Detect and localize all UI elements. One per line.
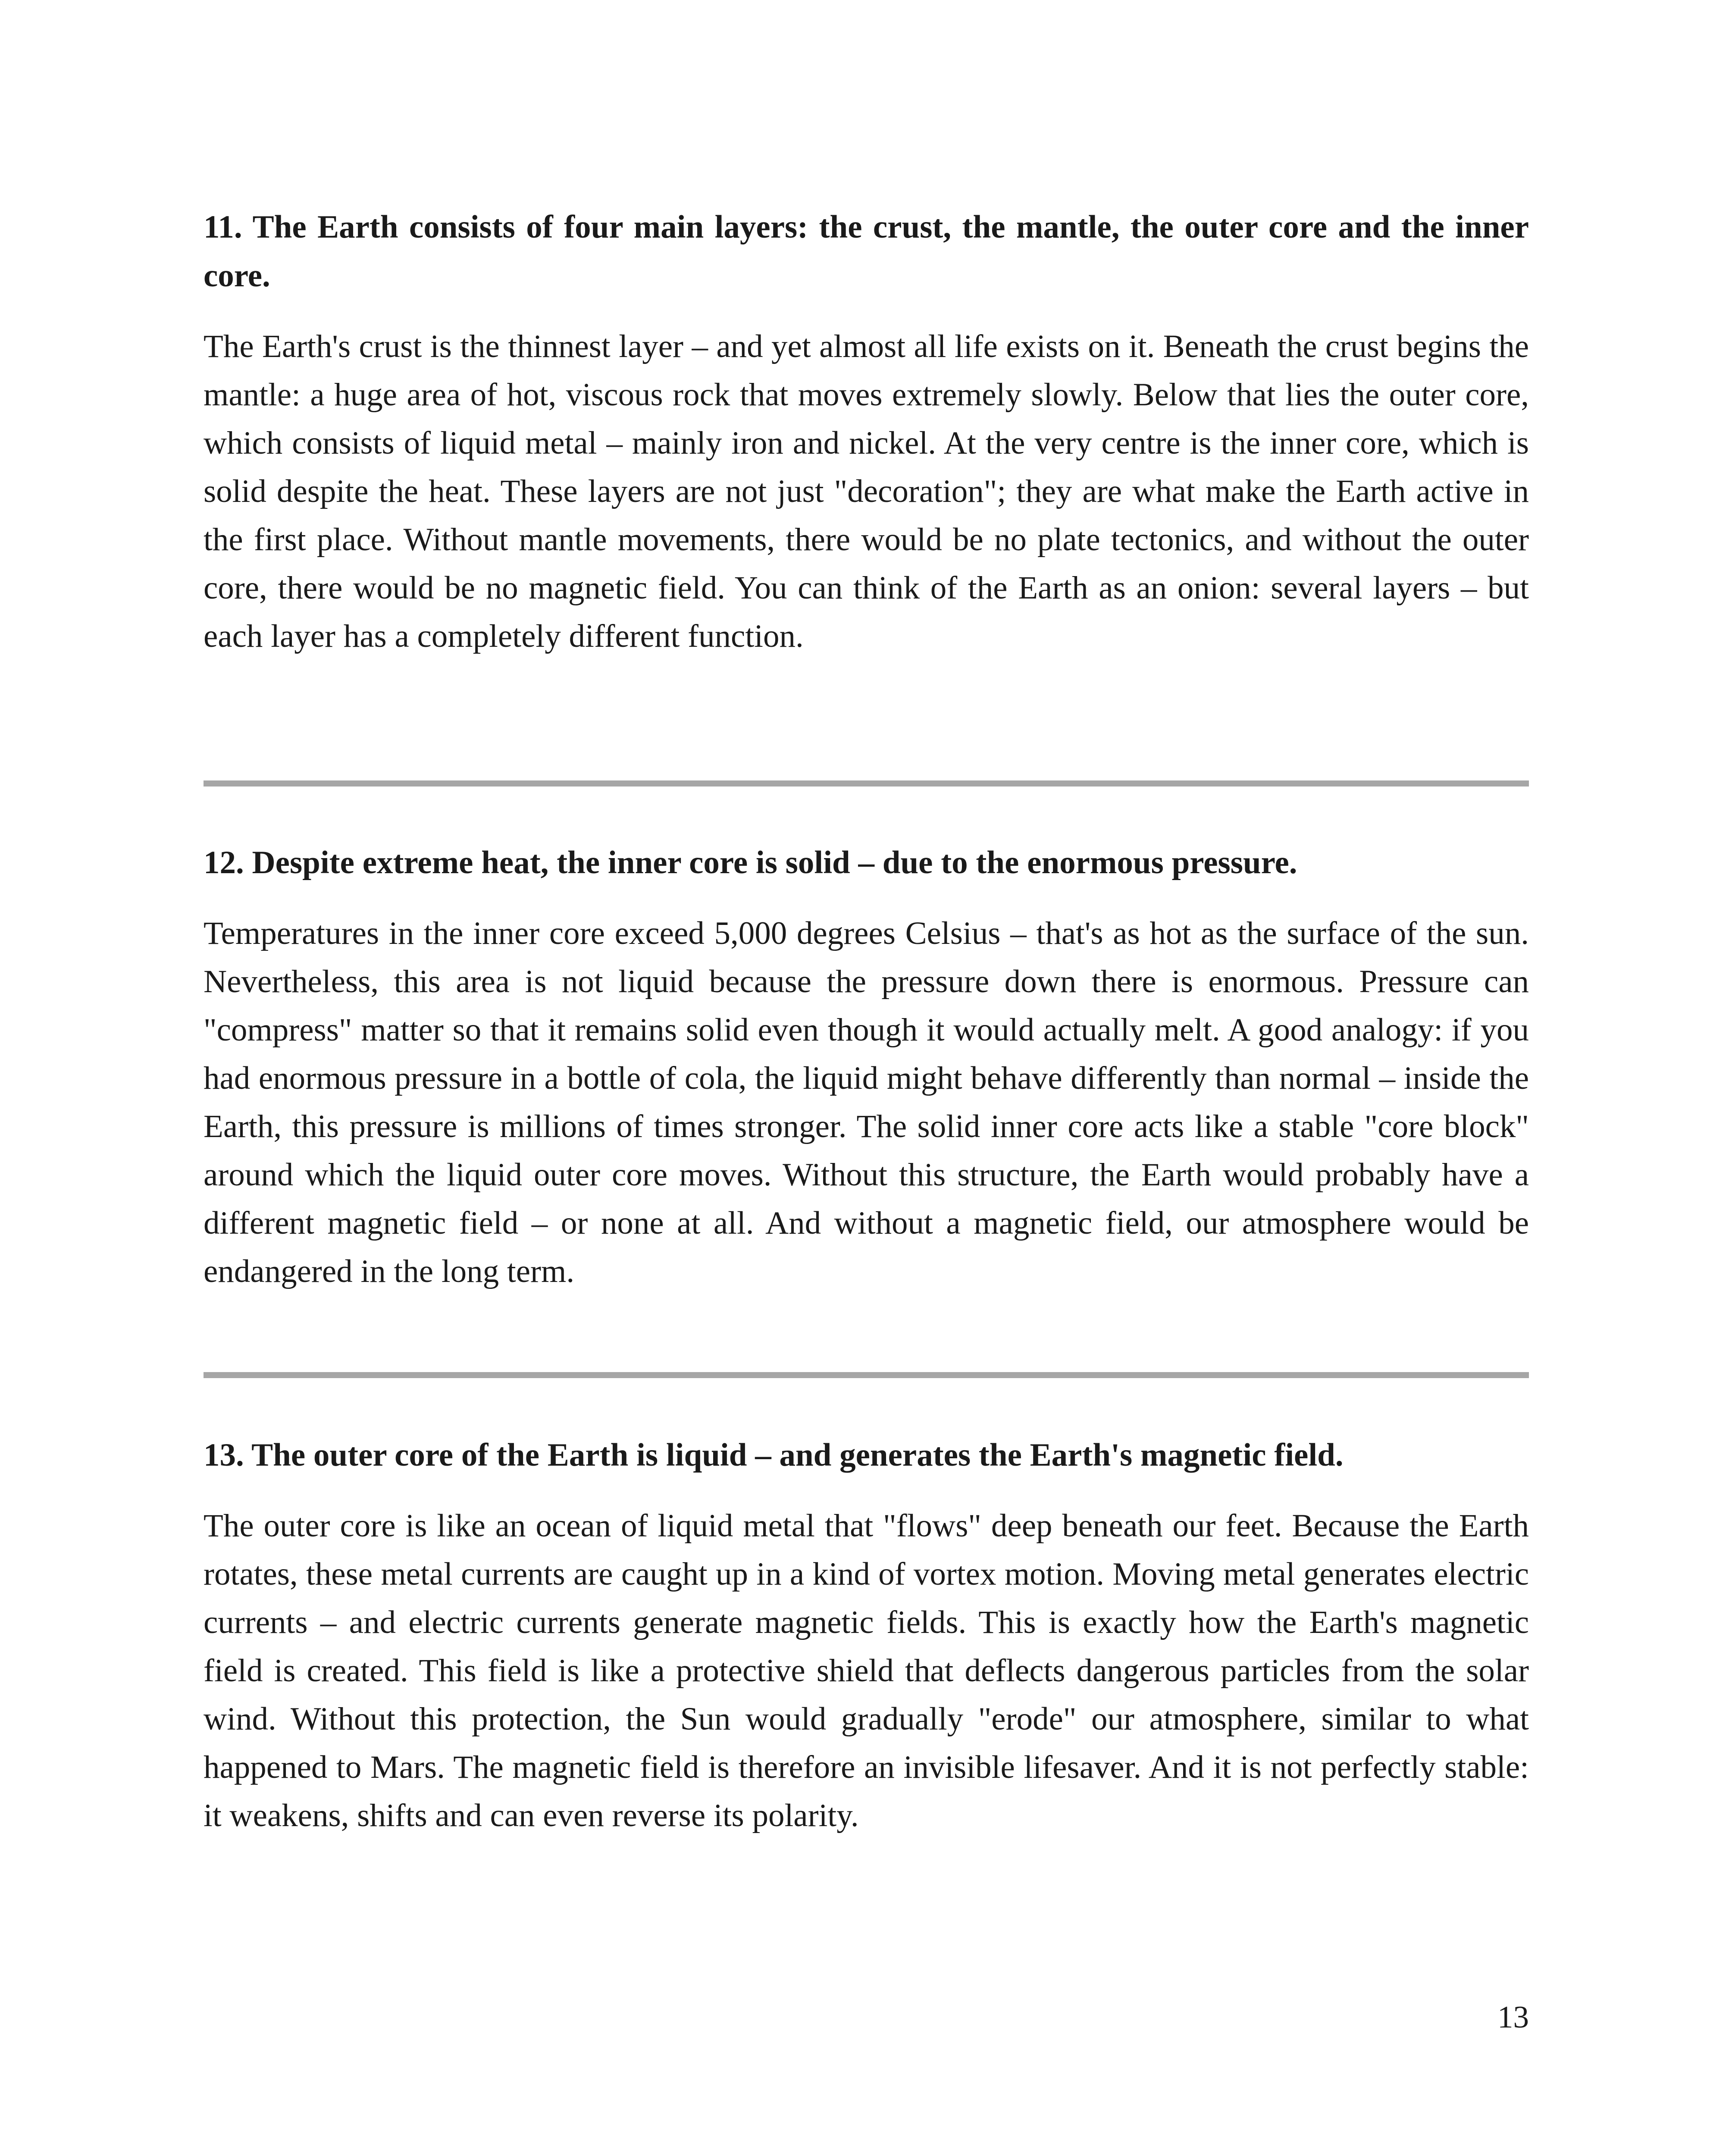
page-number: 13 [1497,1999,1529,2034]
section-divider [204,1372,1529,1378]
section-11 [204,203,1529,661]
section-body: Temperatures in the inner core exceed 5,000 degrees Celsius – that's as hot as the surface of the sun. Nevertheless, this area is not liquid because the pressure down there is enormous. Pressure can "compress" matter so that it remains solid even though it would actually melt. A good analogy: if you had enormous pressure in a bottle of cola, the liquid might behave differently than normal – inside the Earth, this pressure is millions of times stronger. The solid inner core acts like a stable "core block" around which the liquid outer core moves. Without this structure, the Earth would probably have a different magnetic field – or none at all. And without a magnetic field, our atmosphere would be endangered in the long term. [204,915,1529,1289]
section-body: The outer core is like an ocean of liquid metal that "flows" deep beneath our feet. Because the Earth rotates, these metal currents are caught up in a kind of vortex motion. Moving metal generates electric currents – and electric currents generate magnetic fields. This is exactly how the Earth's magnetic field is created. This field is like a protective shield that deflects dangerous particles from the solar wind. Without this protection, the Sun would gradually "erode" our atmosphere, similar to what happened to Mars. The magnetic field is therefore an invisible lifesaver. And it is not perfectly stable: it weakens, shifts and can even reverse its polarity. [204,1508,1529,1833]
section-divider [204,780,1529,787]
section-heading: 11. The Earth consists of four main layers: the crust, the mantle, the outer core and the inner core. [204,209,1529,294]
section-body: The Earth's crust is the thinnest layer – and yet almost all life exists on it. Beneath the crust begins the mantle: a huge area of hot, viscous rock that moves extremely slowly. Below that lies the outer core, which consists of liquid metal – mainly iron and nickel. At the very centre is the inner core, which is solid despite the heat. These layers are not just "decoration"; they are what make the Earth active in the first place. Without mantle movements, there would be no plate tectonics, and without the outer core, there would be no magnetic field. You can think of the Earth as an onion: several layers – but each layer has a completely different function. [204,329,1529,654]
section-heading: 13. The outer core of the Earth is liquid – and generates the Earth's magnetic field. [204,1437,1344,1473]
section-12 [204,838,1529,1296]
section-heading: 12. Despite extreme heat, the inner core is solid – due to the enormous pressure. [204,845,1297,881]
section-13 [204,1431,1529,1840]
